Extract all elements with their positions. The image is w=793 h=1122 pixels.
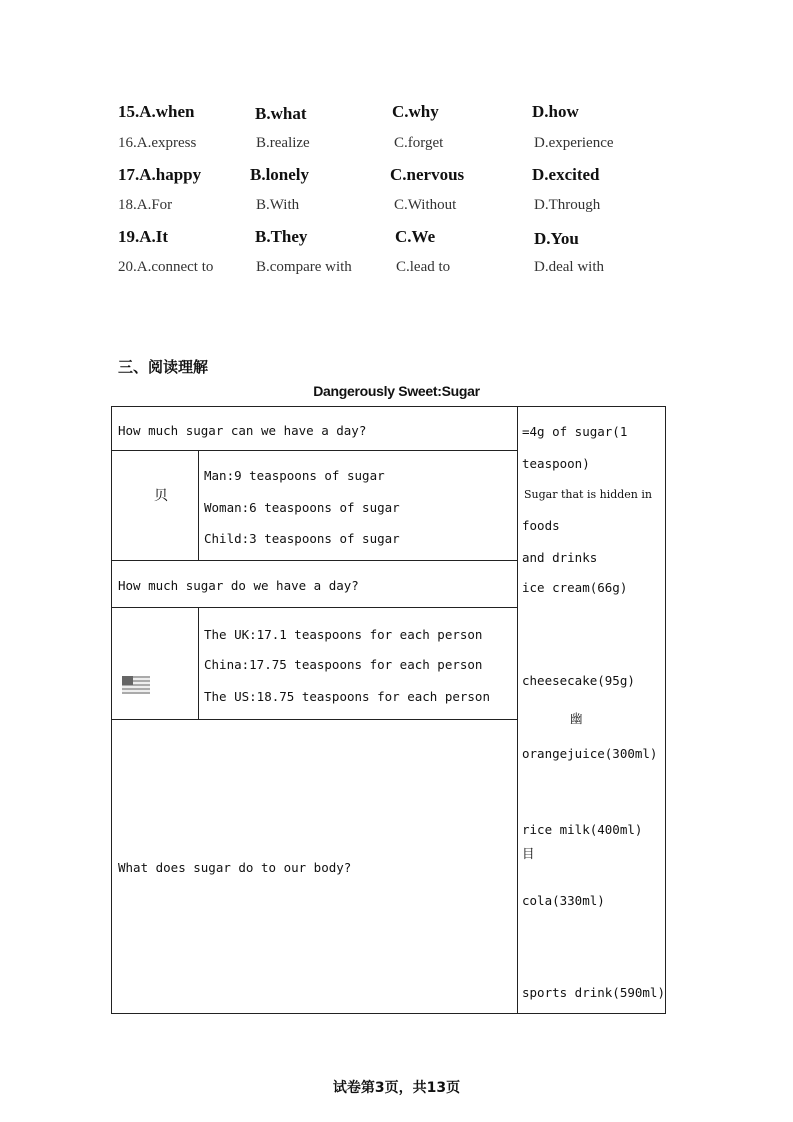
question-actual-sugar: How much sugar do we have a day? <box>118 578 359 593</box>
food-ice-cream: ice cream(66g) <box>522 580 628 595</box>
option: C.forget <box>394 135 444 151</box>
row-divider <box>112 560 517 561</box>
page-footer: 试卷第3页，共13页 <box>332 1080 461 1096</box>
option: C.nervous <box>390 165 465 184</box>
option: 17.A.happy <box>118 165 202 184</box>
actual-uk: The UK:17.1 teaspoons for each person <box>204 627 483 642</box>
cell-divider <box>198 607 199 719</box>
option: B.lonely <box>250 165 310 184</box>
question-body-effect: What does sugar do to our body? <box>118 860 352 875</box>
row-divider <box>112 450 517 451</box>
icon-glyph: 贝 <box>154 488 168 504</box>
option: C.We <box>395 227 436 246</box>
option: 20.A.connect to <box>118 259 214 275</box>
flag-icon <box>122 676 150 694</box>
hidden-line1: Sugar that is hidden in <box>524 488 652 501</box>
option: D.excited <box>532 165 600 184</box>
question-allowed-sugar: How much sugar can we have a day? <box>118 423 367 438</box>
option: B.compare with <box>256 259 352 275</box>
hidden-line2: foods <box>522 518 560 533</box>
option: B.what <box>255 104 307 123</box>
option-row-17 <box>0 165 793 189</box>
actual-us: The US:18.75 teaspoons for each person <box>204 689 490 704</box>
option-row-20 <box>0 259 793 283</box>
option: B.With <box>256 197 300 213</box>
option: D.experience <box>534 135 614 151</box>
unit-line2: teaspoon) <box>522 456 590 471</box>
food-cheesecake: cheesecake(95g) <box>522 673 635 688</box>
recommend-woman: Woman:6 teaspoons of sugar <box>204 500 400 515</box>
sugar-table <box>111 406 666 1014</box>
option: C.Without <box>394 197 457 213</box>
option: B.realize <box>256 135 310 151</box>
option: D.Through <box>534 197 601 213</box>
recommend-child: Child:3 teaspoons of sugar <box>204 531 400 546</box>
section-title: 三、阅读理解 <box>118 358 209 376</box>
option-row-18 <box>0 197 793 221</box>
cell-divider <box>198 450 199 560</box>
option: C.lead to <box>396 259 451 275</box>
actual-china: China:17.75 teaspoons for each person <box>204 657 483 672</box>
option-row-19 <box>0 227 793 251</box>
option: C.why <box>392 102 439 121</box>
unit-line1: =4g of sugar(1 <box>522 424 628 439</box>
option: D.You <box>534 229 579 248</box>
option: 16.A.express <box>118 135 197 151</box>
food-sports-drink: sports drink(590ml) <box>522 985 665 1000</box>
option: D.how <box>532 102 579 121</box>
recommend-man: Man:9 teaspoons of sugar <box>204 468 385 483</box>
option: D.deal with <box>534 259 604 275</box>
food-rice-milk: rice milk(400ml) <box>522 822 643 837</box>
option: 19.A.It <box>118 227 169 246</box>
food-orange-juice: orangejuice(300ml) <box>522 746 658 761</box>
food-cola: cola(330ml) <box>522 893 605 908</box>
glyph-2: 目 <box>522 846 535 861</box>
column-divider <box>517 407 518 1013</box>
hidden-line3: and drinks <box>522 550 598 565</box>
option-row-15 <box>0 102 793 126</box>
option: 15.A.when <box>118 102 195 121</box>
row-divider <box>112 719 517 720</box>
option: 18.A.For <box>118 197 173 213</box>
option: B.They <box>255 227 308 246</box>
glyph-1: 幽 <box>570 711 583 726</box>
table-title: Dangerously Sweet:Sugar <box>313 383 480 399</box>
option-row-16 <box>0 135 793 159</box>
row-divider <box>112 607 517 608</box>
